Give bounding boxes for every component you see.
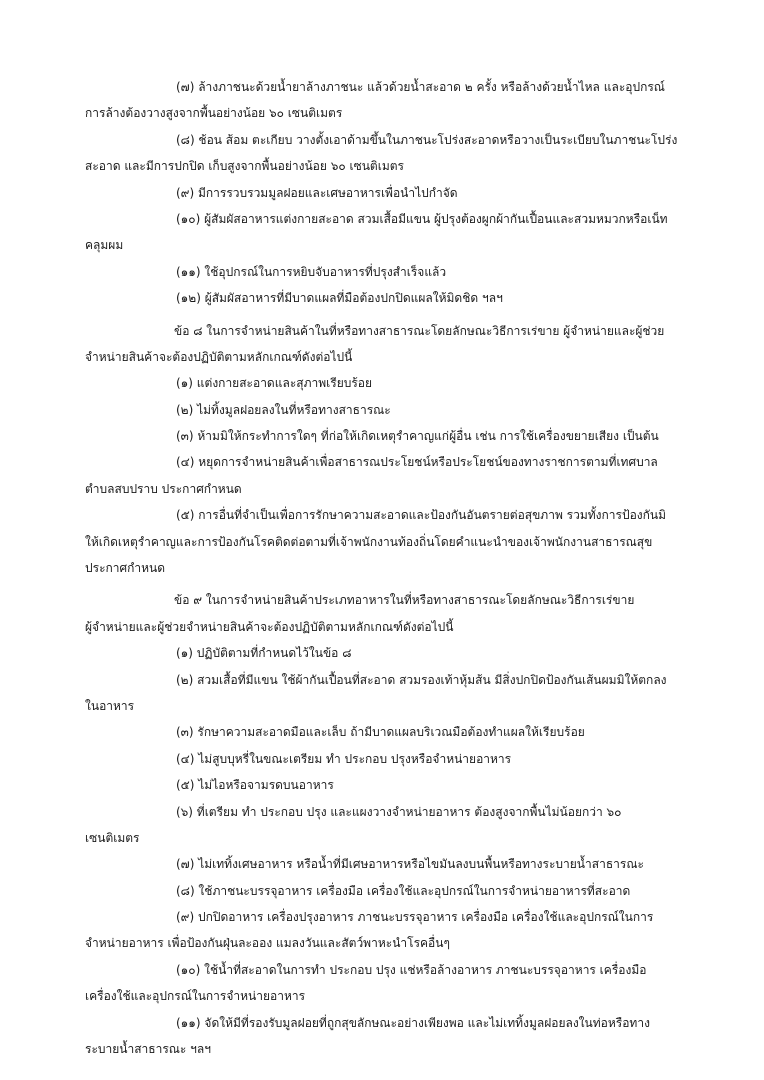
- text-line: (๘) ช้อน ส้อม ตะเกียบ วางตั้งเอาด้ามขึ้นในภาชนะโปร่งสะอาดหรือวางเป็นระเบียบในภาชนะโปร่ง: [176, 133, 678, 147]
- text-line: ประกาศกำหนด: [85, 561, 166, 575]
- text-line: (๕) การอื่นที่จำเป็นเพื่อการรักษาความสะอาดและป้องกันอันตรายต่อสุขภาพ รวมทั้งการป้องกันมิ: [176, 508, 667, 522]
- text-line: ตำบลสบปราบ ประกาศกำหนด: [85, 482, 242, 496]
- text-line: จำหน่ายอาหาร เพื่อป้องกันฝุ่นละออง แมลงวันและสัตว์พาหะนำโรคอื่นๆ: [85, 936, 450, 950]
- text-line: สะอาด และมีการปกปิด เก็บสูงจากพื้นอย่างน้อย ๖๐ เซนติเมตร: [85, 159, 404, 173]
- text-line: จำหน่ายสินค้าจะต้องปฏิบัติตามหลักเกณฑ์ดังต่อไปนี้: [85, 350, 353, 364]
- text-line: (๑๒) ผู้สัมผัสอาหารที่มีบาดแผลที่มือต้องปกปิดแผลให้มิดชิด ฯลฯ: [176, 291, 503, 305]
- text-line: เซนติเมตร: [85, 831, 140, 845]
- text-line: (๙) มีการรวบรวมมูลฝอยและเศษอาหารเพื่อนำไปกำจัด: [176, 186, 458, 200]
- text-line: (๓) ห้ามมิให้กระทำการใดๆ ที่ก่อให้เกิดเหตุรำคาญแก่ผู้อื่น เช่น การใช้เครื่องขยายเสียง เป็นต้น: [176, 429, 659, 443]
- text-line: (๑๑) จัดให้มีที่รองรับมูลฝอยที่ถูกสุขลักษณะอย่างเพียงพอ และไม่เททิ้งมูลฝอยลงในท่อหรือทาง: [176, 1016, 650, 1030]
- text-line: (๑) แต่งกายสะอาดและสุภาพเรียบร้อย: [176, 376, 373, 390]
- text-line: ระบายน้ำสาธารณะ ฯลฯ: [85, 1042, 212, 1056]
- text-line: (๑๑) ใช้อุปกรณ์ในการหยิบจับอาหารที่ปรุงสำเร็จแล้ว: [176, 265, 447, 279]
- text-line: (๑๐) ใช้น้ำที่สะอาดในการทำ ประกอบ ปรุง แช่หรือล้างอาหาร ภาชนะบรรจุอาหาร เครื่องมือ: [176, 963, 647, 977]
- text-line: ให้เกิดเหตุรำคาญและการป้องกันโรคติดต่อตามที่เจ้าพนักงานท้องถิ่นโดยคำแนะนำของเจ้าพนักงานสาธารณสุข: [85, 535, 653, 549]
- text-line: การล้างต้องวางสูงจากพื้นอย่างน้อย ๖๐ เซนติเมตร: [85, 106, 343, 120]
- text-line: (๗) ไม่เททิ้งเศษอาหาร หรือน้ำที่มีเศษอาหารหรือไขมันลงบนพื้นหรือทางระบายน้ำสาธารณะ: [176, 857, 644, 871]
- text-line: (๒) สวมเสื้อที่มีแขน ใช้ผ้ากันเปื้อนที่สะอาด สวมรองเท้าหุ้มส้น มีสิ่งปกปิดป้องกันเส้นผมมิให้ตกลง: [176, 673, 667, 687]
- section-heading-clause-8: ข้อ ๘ ในการจำหน่ายสินค้าในที่หรือทางสาธารณะโดยลักษณะวิธีการเร่ขาย ผู้จำหน่ายและผู้ช่วย: [174, 324, 665, 338]
- text-line: ในอาหาร: [85, 699, 135, 713]
- text-line: (๑๐) ผู้สัมผัสอาหารแต่งกายสะอาด สวมเสื้อมีแขน ผู้ปรุงต้องผูกผ้ากันเปื้อนและสวมหมวกหรือเน็ท: [176, 212, 668, 226]
- text-line: (๙) ปกปิดอาหาร เครื่องปรุงอาหาร ภาชนะบรรจุอาหาร เครื่องมือ เครื่องใช้และอุปกรณ์ในการ: [176, 910, 654, 924]
- text-line: (๔) ไม่สูบบุหรี่ในขณะเตรียม ทำ ประกอบ ปรุงหรือจำหน่ายอาหาร: [176, 752, 512, 766]
- text-line: (๗) ล้างภาชนะด้วยน้ำยาล้างภาชนะ แล้วด้วยน้ำสะอาด ๒ ครั้ง หรือล้างด้วยน้ำไหล และอุปกรณ์: [176, 80, 665, 94]
- text-line: (๘) ใช้ภาชนะบรรจุอาหาร เครื่องมือ เครื่องใช้และอุปกรณ์ในการจำหน่ายอาหารที่สะอาด: [176, 884, 631, 898]
- text-line: ผู้จำหน่ายและผู้ช่วยจำหน่ายสินค้าจะต้องปฏิบัติตามหลักเกณฑ์ดังต่อไปนี้: [85, 620, 454, 634]
- text-line: (๖) ที่เตรียม ทำ ประกอบ ปรุง และแผงวางจำหน่ายอาหาร ต้องสูงจากพื้นไม่น้อยกว่า ๖๐: [176, 805, 622, 819]
- text-line: คลุมผม: [85, 238, 124, 252]
- text-line: (๔) หยุดการจำหน่ายสินค้าเพื่อสาธารณประโยชน์หรือประโยชน์ของทางราชการตามที่เทศบาล: [176, 455, 658, 469]
- text-line: (๕) ไม่ไอหรือจามรดบนอาหาร: [176, 778, 334, 792]
- text-line: (๓) รักษาความสะอาดมือและเล็บ ถ้ามีบาดแผลบริเวณมือต้องทำแผลให้เรียบร้อย: [176, 725, 585, 739]
- section-heading-clause-9: ข้อ ๙ ในการจำหน่ายสินค้าประเภทอาหารในที่หรือทางสาธารณะโดยลักษณะวิธีการเร่ขาย: [174, 593, 635, 607]
- text-line: (๒) ไม่ทิ้งมูลฝอยลงในที่หรือทางสาธารณะ: [176, 403, 391, 417]
- text-line: (๑) ปฏิบัติตามที่กำหนดไว้ในข้อ ๘: [176, 646, 352, 660]
- text-line: เครื่องใช้และอุปกรณ์ในการจำหน่ายอาหาร: [85, 989, 306, 1003]
